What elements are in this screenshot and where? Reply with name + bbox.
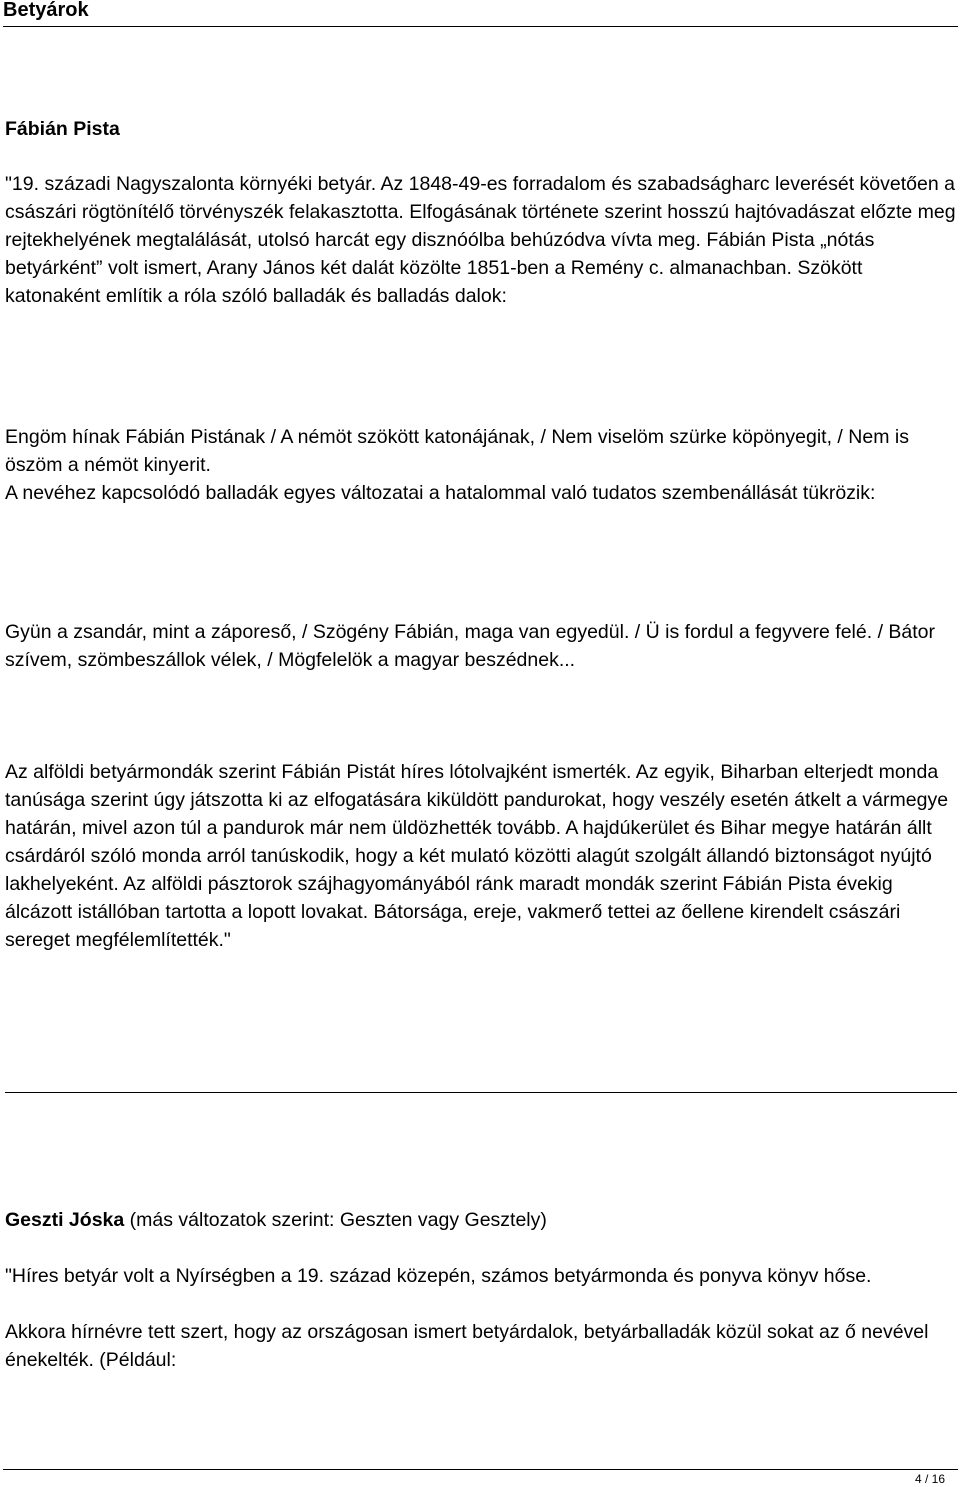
document-header-title: Betyárok: [3, 0, 89, 21]
paragraph-fabian-intro: "19. századi Nagyszalonta környéki betyár. Az 1848-49-es forradalom és szabadságharc leverését követően a császári rögtönítélő törvényszék felakasztotta. Elfogásának története szerint hosszú hajtóvadászat előzte meg rejtekhelyének megtalálását, utolsó harcát egy disznóólba behúzódva vívta meg. Fábián Pista „nótás betyárként” volt ismert, Arany János két dalát közölte 1851-ben a Remény c. almanachban. Szökött katonaként említik a róla szóló balladák és balladás dalok:: [5, 173, 956, 307]
ballad-quote-2: Gyün a zsandár, mint a záporeső, / Szögény Fábián, maga van egyedül. / Ü is fordul a fegyvere felé. / Bátor szívem, szömbeszállok vélek, / Mögfelelök a magyar beszédnek...: [5, 621, 936, 671]
section-heading-geszti-joska: [5, 1206, 957, 1234]
footer-divider: [3, 1469, 958, 1470]
paragraph-fabian-ballads: A nevéhez kapcsolódó balladák egyes változatai a hatalommal való tudatos szembenállását tükrözik:: [5, 482, 876, 504]
page-number: 4 / 16: [914, 1472, 945, 1486]
paragraph-fabian-legends: Az alföldi betyármondák szerint Fábián Pistát híres lótolvajként ismerték. Az egyik, Biharban elterjedt monda tanúsága szerint úgy játszotta ki az elfogatására kiküldött pandurokat, hogy veszély esetén átkelt a vármegye határán, mivel azon túl a pandurok már nem üldözhették tovább. A hajdúkerület és Bihar megye határán állt csárdáról szóló monda arról tanúskodik, hogy a két mulató közötti alagút szolgált állandó biztonságot nyújtó lakhelyeként. Az alföldi pásztorok szájhagyományából ránk maradt mondák szerint Fábián Pista évekig álcázott istállóban tartotta a lopott lovakat. Bátorsága, ereje, vakmerő tettei az őellene kirendelt császári sereget megfélemlítették.": [5, 761, 949, 951]
geszti-name: Geszti Jóska: [5, 1209, 125, 1231]
section-divider: [5, 1092, 957, 1093]
ballad-quote-1: Engöm hínak Fábián Pistának / A némöt szökött katonájának, / Nem viselöm szürke köpönyegit, / Nem is öszöm a némöt kinyerit.: [5, 426, 909, 476]
paragraph-geszti-intro: "Híres betyár volt a Nyírségben a 19. század közepén, számos betyármonda és ponyva könyv hőse.: [5, 1265, 872, 1287]
section-heading-fabian-pista: Fábián Pista: [5, 118, 120, 140]
header-divider: [3, 26, 958, 27]
paragraph-geszti-fame: Akkora hírnévre tett szert, hogy az országosan ismert betyárdalok, betyárballadák közül sokat az ő nevével énekelték. (Például:: [5, 1321, 929, 1371]
geszti-name-variants: (más változatok szerint: Geszten vagy Gesztely): [124, 1209, 547, 1231]
